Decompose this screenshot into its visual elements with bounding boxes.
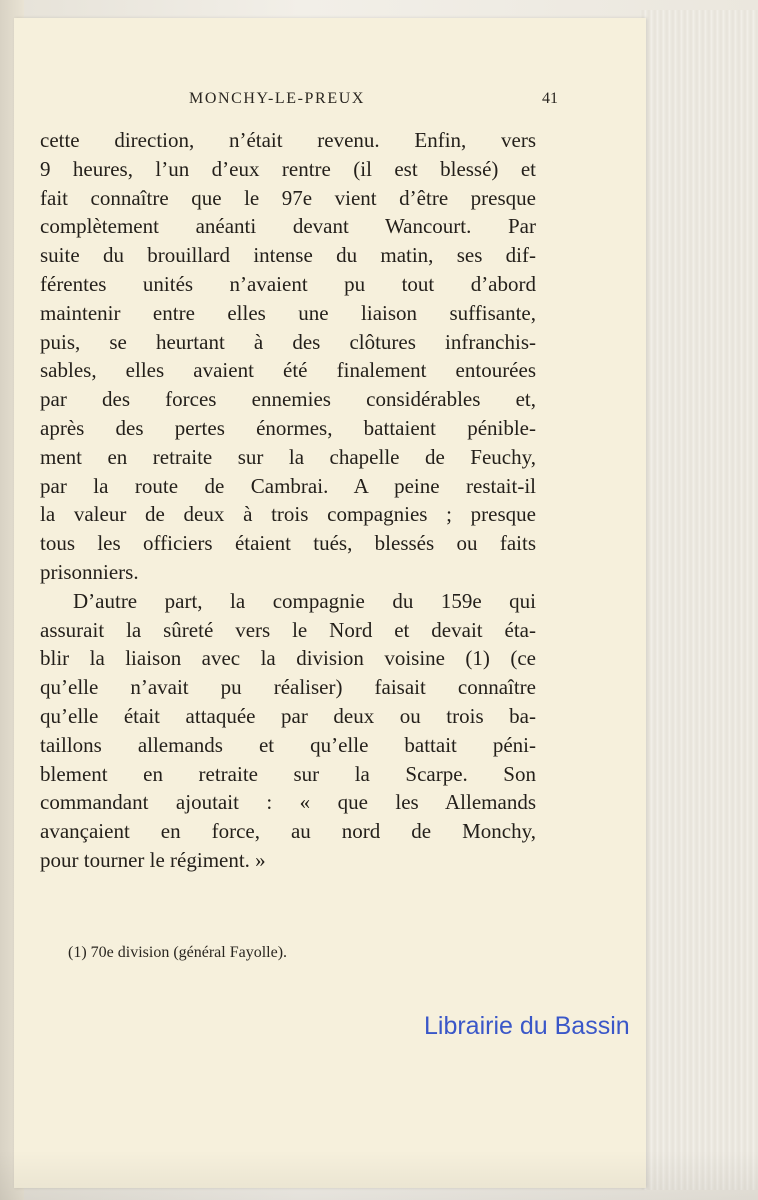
text-line: 9 heures, l’un d’eux rentre (il est blessé) et	[40, 156, 536, 181]
text-line: maintenir entre elles une liaison suffisante,	[40, 300, 536, 325]
text-line: par la route de Cambrai. A peine restait-il	[40, 473, 536, 498]
deckled-page-edges	[640, 10, 758, 1190]
text-line: ment en retraite sur la chapelle de Feuchy,	[40, 444, 536, 469]
text-line: assurait la sûreté vers le Nord et devait éta-	[40, 617, 536, 642]
text-line: par des forces ennemies considérables et,	[40, 387, 536, 412]
text-line: férentes unités n’avaient pu tout d’abord	[40, 271, 536, 296]
text-line: cette direction, n’était revenu. Enfin, vers	[40, 128, 536, 152]
text-line: blir la liaison avec la division voisine (1) (ce	[40, 646, 536, 671]
footnote: (1) 70e division (général Fayolle).	[68, 944, 288, 961]
page-number: 41	[542, 90, 558, 107]
text-line: qu’elle était attaquée par deux ou trois ba-	[40, 703, 536, 728]
text-line: commandant ajoutait : « que les Allemands	[40, 790, 536, 815]
bookseller-watermark: Librairie du Bassin	[424, 1012, 630, 1040]
text-line: complètement anéanti devant Wancourt. Par	[40, 214, 536, 239]
text-line: suite du brouillard intense du matin, ses dif-	[40, 243, 536, 268]
text-line: pour tourner le régiment. »	[40, 847, 266, 872]
text-line: puis, se heurtant à des clôtures infranchis-	[40, 329, 536, 354]
running-title: MONCHY-LE-PREUX	[189, 90, 365, 107]
text-line: qu’elle n’avait pu réaliser) faisait connaître	[40, 675, 536, 700]
text-line: D’autre part, la compagnie du 159e qui	[73, 588, 536, 613]
text-line: après des pertes énormes, battaient pénible-	[40, 415, 536, 440]
text-line: la valeur de deux à trois compagnies ; presque	[40, 502, 536, 527]
text-line: sables, elles avaient été finalement entourées	[40, 358, 536, 383]
text-line: tous les officiers étaient tués, blessés ou faits	[40, 531, 536, 556]
text-line: avançaient en force, au nord de Monchy,	[40, 819, 536, 844]
body-text	[40, 126, 536, 875]
text-line: blement en retraite sur la Scarpe. Son	[40, 761, 536, 786]
text-line: fait connaître que le 97e vient d’être presque	[40, 185, 536, 210]
bottom-shadow	[0, 1150, 758, 1200]
text-line: prisonniers.	[40, 559, 139, 584]
running-head	[38, 90, 558, 114]
text-line: taillons allemands et qu’elle battait péni-	[40, 732, 536, 757]
